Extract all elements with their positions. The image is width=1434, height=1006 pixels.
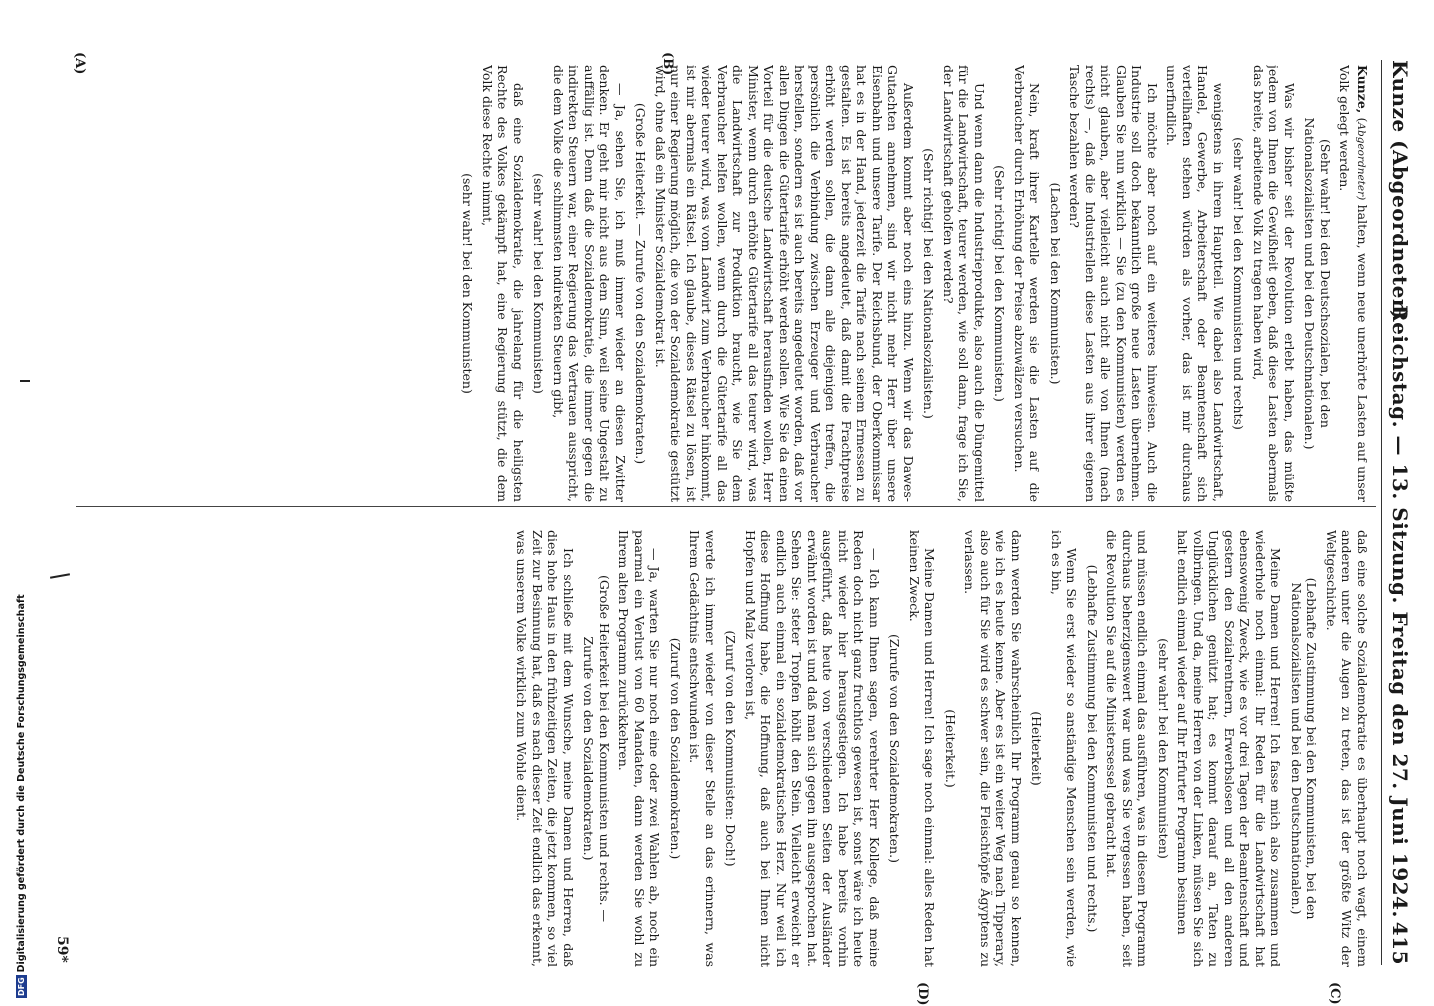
interjection: (Lebhafte Zustimmung bei den Kommunisten, bei den Nationalsozialisten und bei den Deutschnationalen.) [1289,577,1320,920]
paragraph: daß eine Sozialdemokratie, die jahrelang für die heiligsten Rechte des Volkes gekämpft hat, eine Regierung stützt, die dem Volk diese Rechte nimmt, [480,65,526,502]
paragraph: Was wir bisher seit der Revolution erlebt haben, das müßte jedem von Ihnen die Gewißheit geben, daß diese Lasten abermals das breite, arbeitende Volk zu tragen haben wird, [1251,65,1297,502]
interjection: (Große Heiterkeit. — Zurufe von den Sozialdemokraten.) [633,102,649,465]
scan-artifact [50,573,70,578]
paragraph: Außerdem kommt aber noch eins hinzu. Wenn wir das Dawes-Gutachten annehmen, sind wir nicht mehr Herr über unsere Eisenbahn und unsere Tarife. Der Reichsbund, der Oberkommissar hat es in der Hand, jederzeit die Tarife nach seinem Ermessen zu gestalten. Es ist bereits angedeutet, daß damit die Frachtpreise erhöht werden sollen, die dann alle diejenigen treffen, die persönlich die Verbindung zwischen Erzeuger und Verbraucher herstellen, sondern es ist auch bereits angedeutet worden, daß vor allen Dingen die Gütertarife erhöht werden sollen. Wie Sie da einen Vorteil für die deutsche Landwirtschaft herausfinden wollen, Herr Minister, wenn durch erhöhte Gütertarife all das teurer wird, was die Landwirtschaft zur Produktion braucht, wie Sie dem Verbraucher helfen wollen, wenn durch die Gütertarife all das wieder teurer wird, was vom Landwirt zum Verbraucher hinkommt, ist mir abermals ein Rätsel. Ich glaube, dieses Rätsel zu lösen, ist nur einer Regierung möglich, die von der Sozialdemokratie gestützt wird, ohne daß ein Minister Sozialdemokrat ist. [653,65,916,502]
interjection: (Lachen bei den Kommunisten.) [1048,182,1063,385]
left-column [90,65,1370,502]
paragraph: und müssen endlich einmal das ausführen, was in diesem Programm durchaus beherzigenswert war und was Sie vergessen haben, seit die Revolution Sie auf die Ministersessel gebracht hat. [1104,530,1151,967]
paragraph: Und wenn dann die Industrieprodukte, also auch die Düngemittel für die Landwirtschaft, teurer werden, wie soll dann, frage ich Sie, der Landwirtschaft geholfen werden? [941,65,987,502]
page-number-top: 415 [1388,921,1412,965]
paragraph: Meine Damen und Herren! Ich sage noch einmal: alles Reden hat keinen Zweck. [907,530,938,967]
margin-letter-b: (B) [660,52,675,76]
interjection: (Zuruf von den Kommunisten: Doch!) [723,630,739,867]
interjection: (Sehr richtig! bei den Nationalsozialisten.) [921,148,937,419]
right-column [90,530,1370,967]
credit-text: Digitalisierung gefördert durch die Deutsche Forschungsgemeinschaft [16,594,27,973]
paragraph: wenigstens in ihrem Hauptteil. Wie dabei also Landwirtschaft, Handel, Gewerbe, Arbeiterschaft oder Beamtenschaft sich verteilhaften stehen würden als vorher, das ist mir durchaus unerfindlich. [1164,65,1226,502]
speaker-role: Abgeordneter) [1355,122,1367,201]
paragraph: Ich schließe mit dem Wunsche, meine Damen und Herren, daß dies hohe Haus in den frühzeitigen Zeiten, die jetzt kommen, so viel Zeit zur Besinnung hat, daß es nach dieser Zeit endlich das erkennt, was unserem Volke wirklich zum Wohle dient. [514,530,576,967]
margin-letter-a: (A) [72,52,87,75]
paragraph: werde ich immer wieder von dieser Stelle an das erinnern, was Ihrem Gedächtnis entschwunden ist. [687,530,718,967]
speaker-paragraph: Kunze, (Abgeordneter) halten, wenn neue unerhörte Lasten auf unser Volk gelegt werden. [1337,65,1370,502]
paragraph: — Ja, sehen Sie, ich muß immer wieder an diesen Zwitter denken. Er geht mir nicht aus dem Sinn, weil seine Ungestalt zu auffällig ist. Denn daß die Sozialdemokratie, die immer gegen die indirekten Steuern war, einer Regierung das Vertrauen ausspricht, die dem Volke die schlimmsten indirekten Steuern gibt, [551,65,628,502]
sheet-signature: 59* [54,936,70,963]
interjection: (Heiterkeit.) [943,709,958,788]
paragraph: daß eine solche Sozialdemokratie es überhaupt noch wagt, einem anderen unter die Augen zu treten, das ist der größte Witz der Weltgeschichte. [1324,530,1370,967]
paragraph: Ich möchte aber noch auf ein weiteres hinweisen. Auch die Industrie soll doch bekanntlich große neue Lasten übernehmen. Glauben Sie nun wirklich — Sie (zu den Kommunisten) werden es nicht glauben, aber vielleicht auch nicht alle von Ihnen (nach rechts) —, daß die Industriellen diese Lasten aus ihrer eigenen Tasche bezahlen werden? [1067,65,1160,502]
interjection: (Sehr wahr! bei den Deutschsozialen, bei den Nationalsozialisten und bei den Deutschnationalen.) [1302,117,1333,450]
paragraph-text: halten, wenn neue unerhörte Lasten auf unser Volk gelegt werden. [1337,65,1370,502]
interjection: (Sehr richtig! bei den Kommunisten.) [992,165,1008,402]
interjection: (Zurufe von den Sozialdemokraten.) [887,634,903,863]
header-title: Reichstag. — 13. Sitzung. Freitag den 27. Juni 1924. [1388,305,1412,918]
paragraph: Meine Damen und Herren! Ich fasse mich also zusammen und wiederhole noch einmal: Ihr Reden für die Landwirtschaft hat ebensowenig Zweck, wie es vor drei Tagen der Beamtenschaft und gestern den Sozialrentnern, Erwerbslosen und all den anderen Unglücklichen genützt hat; es kommt darauf an, Taten zu vollbringen. Und da, meine Herren von der Linken, müssen Sie sich halt endlich einmal wieder auf Ihr Erfurter Programm besinnen [1175,530,1284,967]
interjection: (sehr wahr! bei den Kommunisten) [460,173,476,394]
margin-letter-c: (C) [1327,982,1342,1005]
scan-artifact [20,380,30,382]
interjection: (Große Heiterkeit bei den Kommunisten und rechts. — Zurufe von den Sozialdemokraten.) [581,574,612,923]
interjection: (sehr wahr! bei den Kommunisten und rechts) [1231,137,1247,430]
paragraph: — Ich kann Ihnen sagen, verehrter Herr Kollege, daß meine Reden doch nicht ganz fruchtlos gewesen ist, sonst wäre ich heute nicht wieder hier herausgestiegen. Ich habe bereits vorhin ausgeführt, daß heute von verschiedenen Seiten der Ausländer erwähnt worden ist und daß man sich gegen ihn ausgesprochen hat. Sehen Sie: steter Tropfen höhlt den Stein. Vielleicht erweicht er endlich auch einmal ein sozialdemokratisches Herz. Nur weil ich diese Hoffnung habe, die Hoffnung, daß auch bei Ihnen nicht Hopfen und Malz verloren ist, [743,530,882,967]
page-header [1384,60,1412,965]
paragraph: dann werden Sie wahrscheinlich Ihr Programm genau so kennen, wie ich es heute kenne. Aber es ist ein weiter Weg nach Tipperary, also auch für Sie wird es schwer sein, die Fleischtöpfe Ägyptens zu verlassen. [962,530,1024,967]
header-rule [1381,60,1382,965]
digitization-credit [16,594,27,998]
column-divider [76,506,1376,507]
interjection: (sehr wahr! bei den Kommunisten) [531,173,547,394]
header-speaker: Kunze (Abgeordneter) [1388,60,1412,320]
margin-letter-d: (D) [915,982,930,1006]
speaker-name: Kunze, [1355,65,1370,114]
dfg-logo: DFG [17,977,26,996]
interjection: (Lebhafte Zustimmung bei den Kommunisten und rechts.) [1085,564,1100,933]
interjection: (Zuruf von den Sozialdemokraten.) [668,637,683,860]
interjection: (sehr wahr! bei den Kommunisten) [1156,638,1171,859]
paragraph: Nein, kraft ihrer Kartelle werden sie die Lasten auf die Verbraucher durch Erhöhung der Preise abzuwälzen versuchen. [1012,65,1043,502]
interjection: (Heiterkeit) [1029,711,1045,786]
paragraph: Wenn Sie erst wieder so anständige Menschen sein werden, wie ich es bin, [1049,530,1080,967]
paragraph: — Ja, warten Sie nur noch eine oder zwei Wahlen ab, noch ein paarmal ein Verlust von 60 Mandaten, dann werden Sie wohl zu Ihrem alten Programm zurückkehren. [616,530,663,967]
